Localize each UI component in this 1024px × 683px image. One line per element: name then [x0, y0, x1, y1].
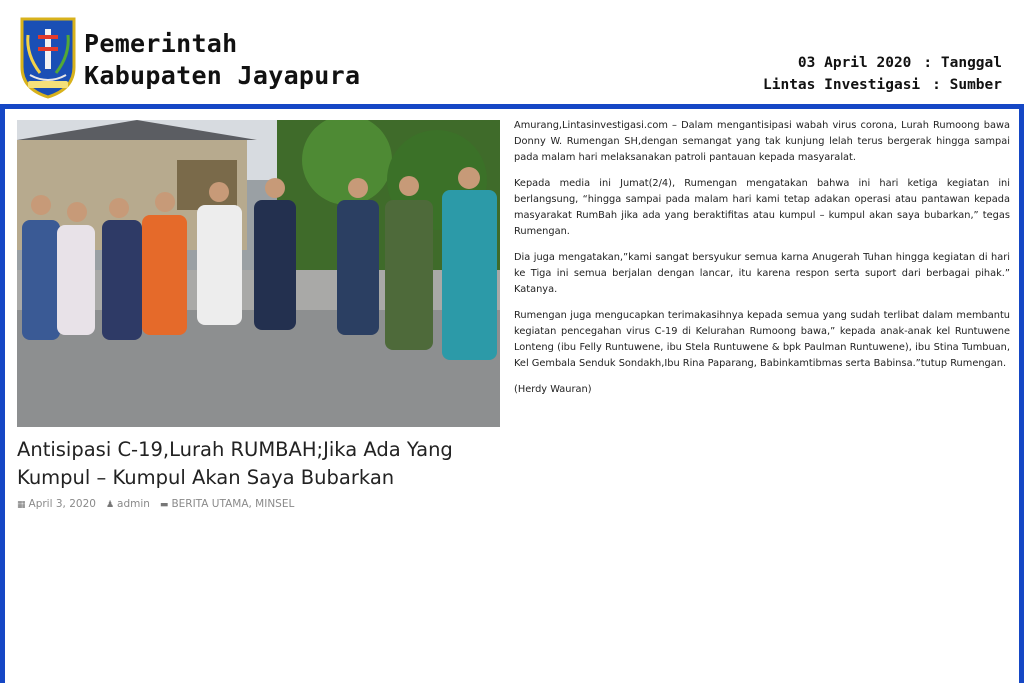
article-photo [17, 120, 500, 427]
date-value: 03 April 2020 [797, 55, 912, 71]
post-categories[interactable] [160, 498, 294, 510]
post-author-text: admin [117, 498, 150, 510]
government-name [84, 29, 360, 93]
folder-icon: ▬ [159, 500, 169, 510]
post-meta [17, 498, 294, 510]
paragraph: Rumengan juga mengucapkan terimakasihnya kepada semua yang sudah terlibat dalam membantu kegiatan pencegahan virus C-19 di Kelurahan Rumoong bawa,” kepada anak-anak kel Runtuwene Lonteng (ibu Felly Runtuwene, ibu Stela Runtuwene & bpk Paulman Runtuwene), ibu Stina Tumbuan, Kel Gembala Senduk Sondakh,Ibu Rina Paparang, Babinkamtibmas serta Babinsa.”tutup Rumengan. [514, 310, 1010, 369]
user-icon: ♟ [105, 500, 115, 510]
calendar-icon: ▦ [17, 500, 26, 510]
gov-line-2: Kabupaten Jayapura [84, 61, 361, 90]
source-label: : Sumber [932, 77, 1002, 93]
paragraph: Kepada media ini Jumat(2/4), Rumengan mengatakan bahwa ini hari ketiga kegiatan ini berlangsung, “hingga sampai pada malam hari kami tetap adakan operasi atau pantawan kepada masyarakat RumBah jika ada yang beraktifitas atau kumpul – kumpul akan saya bubarkan,” tegas Rumengan. [514, 178, 1010, 237]
paragraph: Dia juga mengatakan,”kami sangat bersyukur semua karna Anugerah Tuhan hingga kegiatan di hari ke Tiga ini semua berjalan dengan lancar, itu karena respon serta suport dari berbagai pihak.” Katanya. [514, 252, 1010, 295]
paragraph: Amurang,Lintasinvestigasi.com – Dalam mengantisipasi wabah virus corona, Lurah Rumoong bawa Donny W. Rumengan SH,dengan semangat yang tak kunjung lelah terus bergerak hingga sampai pada malam hari melaksanakan patroli pantauan kepada masyaralat. [514, 120, 1010, 163]
page-header [0, 0, 1024, 104]
byline: (Herdy Wauran) [514, 384, 592, 395]
date-label: : Tanggal [923, 55, 1002, 71]
regency-emblem-logo [18, 15, 78, 99]
article-title[interactable]: Antisipasi C-19,Lurah RUMBAH;Jika Ada Yang Kumpul – Kumpul Akan Saya Bubarkan [17, 438, 453, 489]
post-date-text: April 3, 2020 [28, 498, 96, 510]
post-author[interactable] [106, 498, 150, 510]
source-row [763, 74, 1002, 96]
clipping-meta [763, 52, 1002, 96]
date-row [763, 52, 1002, 74]
gov-line-1: Pemerintah [84, 29, 238, 58]
post-date[interactable] [17, 498, 96, 510]
post-categories-text: BERITA UTAMA, MINSEL [171, 498, 295, 510]
article-body [514, 118, 1010, 408]
source-value: Lintas Investigasi [763, 77, 921, 93]
